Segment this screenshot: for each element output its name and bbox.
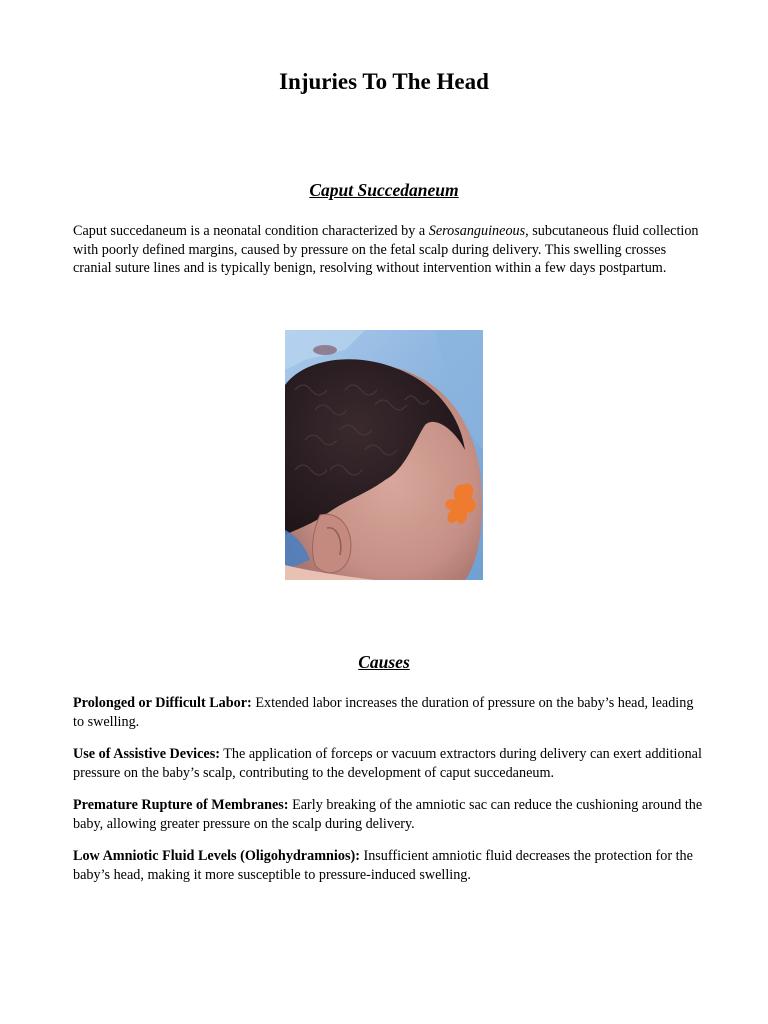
cause-term: Use of Assistive Devices: — [73, 746, 220, 762]
cause-description: The application of forceps or vacuum extractors during delivery can exert additional pressure on the baby’s scalp, contributing to the development of caput succedaneum. — [73, 746, 702, 781]
intro-paragraph — [73, 222, 703, 278]
cause-item — [73, 745, 703, 782]
intro-italic-term: Serosanguineous — [428, 223, 526, 239]
page-title: Injuries To The Head — [279, 69, 489, 94]
cause-description: Insufficient amniotic fluid decreases the protection for the baby’s head, making it more susceptible to pressure-induced swelling. — [73, 848, 693, 883]
cause-term: Low Amniotic Fluid Levels (Oligohydramnios): — [73, 848, 360, 864]
cause-item — [73, 694, 703, 731]
intro-text-end: , subcutaneous fluid collection with poorly defined margins, caused by pressure on the fetal scalp during delivery. This swelling crosses cranial suture lines and is typically benign, resolving without intervention within a few days postpartum. — [73, 223, 699, 276]
newborn-head-illustration — [285, 330, 483, 580]
cause-description: Extended labor increases the duration of pressure on the baby’s head, leading to swelling. — [73, 695, 694, 730]
cause-item — [73, 796, 703, 833]
cause-term: Prolonged or Difficult Labor: — [73, 695, 252, 711]
causes-list — [73, 694, 703, 898]
section-heading-causes: Causes — [358, 652, 410, 672]
cause-description: Early breaking of the amniotic sac can reduce the cushioning around the baby, allowing greater pressure on the scalp during delivery. — [73, 797, 703, 832]
section-heading-caput-succedaneum: Caput Succedaneum — [309, 180, 459, 200]
cause-term: Premature Rupture of Membranes: — [73, 797, 289, 813]
newborn-head-photo — [285, 330, 483, 580]
cause-item — [73, 847, 703, 884]
intro-text-start: Caput succedaneum is a neonatal condition characterized by a — [73, 223, 429, 239]
